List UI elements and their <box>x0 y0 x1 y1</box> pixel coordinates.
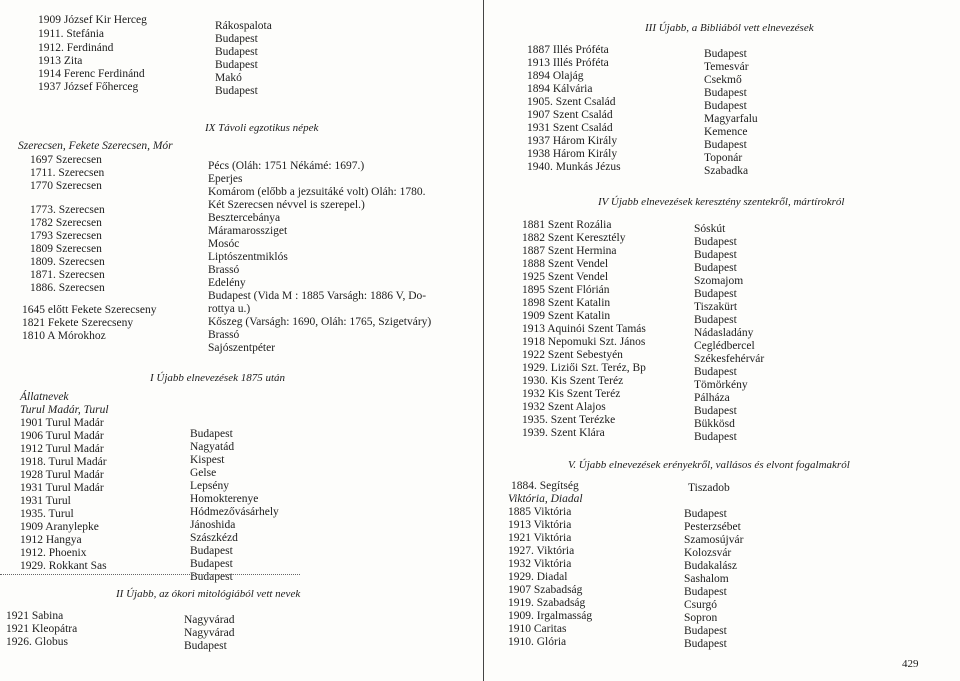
list-item: 1882 Szent Keresztély <box>522 232 626 244</box>
list-item: 1918 Nepomuki Szt. János <box>522 336 646 348</box>
list-item: 1887 Szent Hermina <box>522 245 617 257</box>
list-item: Budapest <box>190 558 233 570</box>
list-item: 1929. Liziői Szt. Teréz, Bp <box>522 362 646 374</box>
list-item: 1921 Sabina <box>6 610 64 622</box>
section-heading: V. Újabb elnevezések erényekről, vallásos és elvont fogalmakról <box>568 459 850 471</box>
list-item: Szászkézd <box>190 532 238 544</box>
list-item: Besztercebánya <box>208 212 281 224</box>
section-heading: I Újabb elnevezések 1875 után <box>150 372 286 384</box>
list-item: 1940. Munkás Jézus <box>527 161 621 173</box>
list-item: 1921 Viktória <box>508 532 572 544</box>
list-item: 1887 Illés Próféta <box>527 44 609 56</box>
list-item: 1909. Irgalmasság <box>508 610 593 622</box>
list-item: 1773. Szerecsen <box>30 204 105 216</box>
list-item: Budapest <box>694 262 737 274</box>
list-item: Budapest <box>694 314 737 326</box>
list-item: Homokterenye <box>190 493 259 505</box>
list-item: 1782 Szerecsen <box>30 217 102 229</box>
list-item: 1925 Szent Vendel <box>522 271 609 283</box>
list-item: 1910 Caritas <box>508 623 567 635</box>
list-item: Pálháza <box>694 392 730 404</box>
list-item: Nádasladány <box>694 327 754 339</box>
subsection-heading: Állatnevek <box>20 391 69 403</box>
list-item: Budapest <box>694 366 737 378</box>
list-item: 1895 Szent Flórián <box>522 284 610 296</box>
list-item: 1901 Turul Madár <box>20 417 104 429</box>
list-item: Ceglédbercel <box>694 340 755 352</box>
subsection-heading: Viktória, Diadal <box>508 493 583 505</box>
list-item: rottya u.) <box>208 303 251 315</box>
list-item: Budapest <box>184 640 227 652</box>
list-item: 1918. Turul Madár <box>20 456 107 468</box>
list-item: Sashalom <box>684 573 729 585</box>
list-item: Budapest <box>215 59 258 71</box>
page-cut-line <box>0 574 300 575</box>
list-item: 1932 Viktória <box>508 558 572 570</box>
list-item: Máramarossziget <box>208 225 288 237</box>
list-item: Budapest <box>694 249 737 261</box>
list-item: Budapest <box>215 46 258 58</box>
list-item: 1810 A Mórokhoz <box>22 330 106 342</box>
subsection-heading: Szerecsen, Fekete Szerecsen, Mór <box>18 140 173 152</box>
list-item: 1911. Stefánia <box>38 28 105 40</box>
list-item: 1907 Szent Család <box>527 109 613 121</box>
list-item: 1645 előtt Fekete Szerecseny <box>22 304 157 316</box>
subsection-heading: Turul Madár, Turul <box>20 404 109 416</box>
list-item: Szomajom <box>694 275 744 287</box>
list-item: Pécs (Oláh: 1751 Nékámé: 1697.) <box>208 160 365 172</box>
list-item: 1905. Szent Család <box>527 96 616 108</box>
list-item: 1894 Olajág <box>527 70 584 82</box>
list-item: Sajószentpéter <box>208 342 276 354</box>
list-item: 1935. Turul <box>20 508 74 520</box>
list-item: Tiszadob <box>688 482 730 494</box>
list-item: Mosóc <box>208 238 240 250</box>
list-item: Temesvár <box>704 61 749 73</box>
list-item: Nagyvárad <box>184 614 235 626</box>
list-item: 1932 Kis Szent Teréz <box>522 388 621 400</box>
list-item: 1913 Zita <box>38 55 83 67</box>
list-item: Budapest <box>190 545 233 557</box>
list-item: 1928 Turul Madár <box>20 469 104 481</box>
list-item: Tiszakürt <box>694 301 738 313</box>
list-item: Szabadka <box>704 165 749 177</box>
list-item: Budapest <box>684 508 727 520</box>
list-item: Gelse <box>190 467 217 479</box>
list-item: Budapest <box>704 87 747 99</box>
list-item: 1912. Phoenix <box>20 547 87 559</box>
list-item: Toponár <box>704 152 743 164</box>
list-item: 1894 Kálvária <box>527 83 593 95</box>
list-item: 1937 Három Király <box>527 135 618 147</box>
list-item: 1886. Szerecsen <box>30 282 105 294</box>
list-item: 1931 Szent Család <box>527 122 613 134</box>
list-item: Komárom (előbb a jezsuitáké volt) Oláh: 1780. <box>208 186 426 198</box>
list-item: Budapest <box>694 431 737 443</box>
list-item: 1929. Diadal <box>508 571 568 583</box>
list-item: Budapest <box>684 625 727 637</box>
list-item: Csurgó <box>684 599 718 611</box>
list-item: 1930. Kis Szent Teréz <box>522 375 624 387</box>
list-item: Szamosújvár <box>684 534 744 546</box>
list-item: 1921 Kleopátra <box>6 623 78 635</box>
page-gutter <box>483 0 484 681</box>
list-item: Budapest <box>694 236 737 248</box>
section-heading: IX Távoli egzotikus népek <box>205 122 319 134</box>
list-item: 1809. Szerecsen <box>30 256 105 268</box>
list-item: 1922 Szent Sebestyén <box>522 349 623 361</box>
list-item: Budapest <box>704 139 747 151</box>
section-heading: IV Újabb elnevezések keresztény szentekről, mártírokról <box>598 196 845 208</box>
list-item: Kolozsvár <box>684 547 732 559</box>
list-item: 1927. Viktória <box>508 545 575 557</box>
list-item: 1931 Turul Madár <box>20 482 104 494</box>
list-item: 1913 Aquinói Szent Tamás <box>522 323 646 335</box>
list-item: Két Szerecsen névvel is szerepel.) <box>208 199 365 211</box>
list-item: 1881 Szent Rozália <box>522 219 612 231</box>
section-heading: II Újabb, az ókori mitológiából vett nevek <box>116 588 301 600</box>
list-item: 1932 Szent Alajos <box>522 401 606 413</box>
section-heading: III Újabb, a Bibliából vett elnevezések <box>645 22 814 34</box>
list-item: Tömörkény <box>694 379 748 391</box>
list-item: 1926. Globus <box>6 636 68 648</box>
list-item: Nagyvárad <box>184 627 235 639</box>
list-item: Nagyatád <box>190 441 235 453</box>
list-item: Kőszeg (Varságh: 1690, Oláh: 1765, Szigetváry) <box>208 316 432 328</box>
list-item: Budapest <box>704 100 747 112</box>
list-item: Brassó <box>208 329 240 341</box>
list-item: Budapest <box>704 48 747 60</box>
list-item: 1909 József Kir Herceg <box>38 14 147 26</box>
list-item: 1885 Viktória <box>508 506 572 518</box>
list-item: 1919. Szabadság <box>508 597 586 609</box>
list-item: Jánoshida <box>190 519 236 531</box>
list-item: 1821 Fekete Szerecseny <box>22 317 134 329</box>
list-item: Budapest <box>684 638 727 650</box>
list-item: 1871. Szerecsen <box>30 269 105 281</box>
list-item: 1938 Három Király <box>527 148 618 160</box>
list-item: 1909 Szent Katalin <box>522 310 611 322</box>
list-item: 1793 Szerecsen <box>30 230 102 242</box>
list-item: 1711. Szerecsen <box>30 167 105 179</box>
list-item: Budapest <box>694 405 737 417</box>
list-item: 1912 Hangya <box>20 534 82 546</box>
list-item: Csekmő <box>704 74 742 86</box>
list-item: 1884. Segítség <box>511 480 579 492</box>
list-item: 1914 Ferenc Ferdinánd <box>38 68 145 80</box>
list-item: 1697 Szerecsen <box>30 154 102 166</box>
list-item: Liptószentmiklós <box>208 251 288 263</box>
list-item: 1913 Illés Próféta <box>527 57 609 69</box>
list-item: Budapest <box>190 571 233 583</box>
list-item: 1931 Turul <box>20 495 71 507</box>
list-item: Brassó <box>208 264 240 276</box>
list-item: 1809 Szerecsen <box>30 243 102 255</box>
list-item: Budapest <box>190 428 233 440</box>
list-item: Budapest <box>694 288 737 300</box>
list-item: Bükkösd <box>694 418 735 430</box>
list-item: 1939. Szent Klára <box>522 427 605 439</box>
list-item: Sopron <box>684 612 718 624</box>
list-item: Rákospalota <box>215 20 272 32</box>
list-item: 1935. Szent Terézke <box>522 414 616 426</box>
list-item: 1910. Glória <box>508 636 567 648</box>
list-item: Kispest <box>190 454 225 466</box>
list-item: Budapest <box>684 586 727 598</box>
list-item: 1898 Szent Katalin <box>522 297 611 309</box>
list-item: Budapest (Vida M : 1885 Varságh: 1886 V, Do- <box>208 290 427 302</box>
list-item: Budapest <box>215 33 258 45</box>
list-item: Sóskút <box>694 223 726 235</box>
list-item: 1907 Szabadság <box>508 584 583 596</box>
list-item: 1913 Viktória <box>508 519 572 531</box>
list-item: 1909 Aranylepke <box>20 521 99 533</box>
list-item: Hódmezővásárhely <box>190 506 279 518</box>
list-item: Kemence <box>704 126 748 138</box>
list-item: Budakalász <box>684 560 738 572</box>
list-item: 1912. Ferdinánd <box>38 42 114 54</box>
list-item: Edelény <box>208 277 246 289</box>
list-item: 1770 Szerecsen <box>30 180 102 192</box>
list-item: 1937 József Főherceg <box>38 81 139 93</box>
list-item: Pesterzsébet <box>684 521 741 533</box>
list-item: 1906 Turul Madár <box>20 430 104 442</box>
list-item: 1929. Rokkant Sas <box>20 560 107 572</box>
list-item: 1888 Szent Vendel <box>522 258 609 270</box>
list-item: Makó <box>215 72 242 84</box>
list-item: Magyarfalu <box>704 113 758 125</box>
list-item: Lepsény <box>190 480 229 492</box>
list-item: Székesfehérvár <box>694 353 765 365</box>
list-item: Budapest <box>215 85 258 97</box>
page-number: 429 <box>902 658 919 670</box>
list-item: 1912 Turul Madár <box>20 443 104 455</box>
list-item: Eperjes <box>208 173 243 185</box>
